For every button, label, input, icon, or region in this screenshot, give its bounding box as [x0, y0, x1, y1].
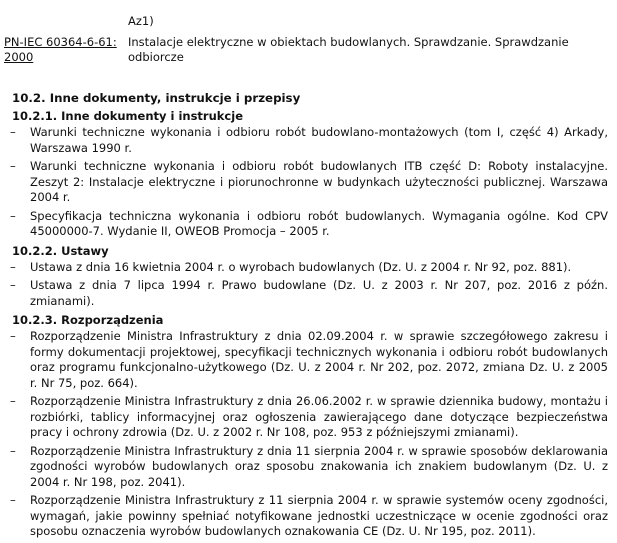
list-item-text: Warunki techniczne wykonania i odbioru robót budowlano-montażowych (tom I, część 4) Arkady, Warszawa 1990 r.	[30, 125, 608, 155]
dash-bullet: –	[10, 159, 16, 173]
list-item	[8, 329, 608, 391]
dash-bullet: –	[10, 259, 16, 274]
section-title: 10.2. Inne dokumenty, instrukcje i przepisy	[12, 91, 301, 105]
list-item-text: Warunki techniczne wykonania i odbioru robót budowlanych ITB część D: Roboty instalacyjne. Zeszyt 2: Instalacje elektryczne i piorunochronne w budynkach użyteczności publicznej. Warszawa 2004 r.	[30, 159, 608, 204]
list-item-text: Rozporządzenie Ministra Infrastruktury z dnia 11 sierpnia 2004 r. w sprawie sposobów deklarowania zgodności wyrobów budowlanych oraz sposobu znakowania ich znakiem budowlanym (Dz. U. z 2004 r. Nr 198, poz. 2041).	[30, 443, 608, 489]
list-item-text: Specyfikacja techniczna wykonania i odbioru robót budowlanych. Wymagania ogólne. Kod CPV 45000000-7. Wydanie II, OWEOB Promocja – 2005 r.	[30, 208, 608, 238]
list-item	[8, 444, 608, 491]
list-item	[8, 209, 608, 240]
list-item-text: Ustawa z dnia 16 kwietnia 2004 r. o wyrobach budowlanych (Dz. U. z 2004 r. Nr 92, poz. 881).	[30, 259, 572, 274]
list-other-documents	[8, 125, 608, 240]
list-item	[8, 159, 608, 206]
subsection-title-regulations: 10.2.3. Rozporządzenia	[12, 313, 164, 327]
dash-bullet: –	[10, 493, 16, 507]
dash-bullet: –	[10, 125, 16, 139]
list-item-text: Rozporządzenie Ministra Infrastruktury z dnia 26.06.2002 r. w sprawie dziennika budowy, montażu i rozbiórki, tablicy informacyjnej oraz ogłoszenia zawierającego dane dotyczące bezpieczeństwa pracy i ochrony zdrowia (Dz. U. z 2002 r. Nr 108, poz. 953 z późniejszymi zmianami).	[30, 394, 608, 439]
dash-bullet: –	[10, 394, 16, 408]
list-acts	[8, 260, 608, 310]
standard-description: Instalacje elektryczne w obiektach budowlanych. Sprawdzanie. Sprawdzanie odbiorcze	[128, 35, 569, 64]
list-item	[8, 493, 608, 540]
standard-id: PN-IEC 60364-6-61: 2000	[4, 35, 117, 64]
list-item-text: Rozporządzenie Ministra Infrastruktury z dnia 02.09.2004 r. w sprawie szczegółowego zakresu i formy dokumentacji projektowej, specyfikacji technicznych wykonania i odbioru robót budowlanych oraz programu funkcjonalno-użytkowego (Dz. U. z 2004 r. Nr 202, poz. 2072, zmiana Dz. U. z 2005 r. Nr 75, poz. 664).	[30, 329, 608, 390]
dash-bullet: –	[10, 208, 16, 223]
list-item-text: Rozporządzenie Ministra Infrastruktury z 11 sierpnia 2004 r. w sprawie systemów oceny zgodności, wymagań, jakie powinny spełniać notyfikowane jednostki uczestniczące w ocenie zgodności oraz sposobu oznaczenia wyrobów budowlanych oznakowania CE (Dz. U. Nr 195, poz. 2011).	[30, 493, 608, 538]
list-regulations	[8, 329, 608, 540]
list-item	[8, 125, 608, 156]
list-item	[8, 394, 608, 441]
list-item	[8, 278, 608, 309]
subsection-title-other-documents: 10.2.1. Inne dokumenty i instrukcje	[12, 109, 243, 123]
subsection-title-acts: 10.2.2. Ustawy	[12, 243, 109, 258]
document-content	[8, 90, 608, 543]
fragment-text: Az1)	[128, 14, 154, 28]
dash-bullet: –	[10, 329, 16, 343]
list-item-text: Ustawa z dnia 7 lipca 1994 r. Prawo budowlane (Dz. U. z 2003 r. Nr 207, poz. 2016 z późn. zmianami).	[30, 278, 608, 308]
dash-bullet: –	[10, 443, 16, 458]
list-item	[8, 260, 608, 276]
standard-row	[4, 35, 604, 65]
dash-bullet: –	[10, 278, 16, 292]
